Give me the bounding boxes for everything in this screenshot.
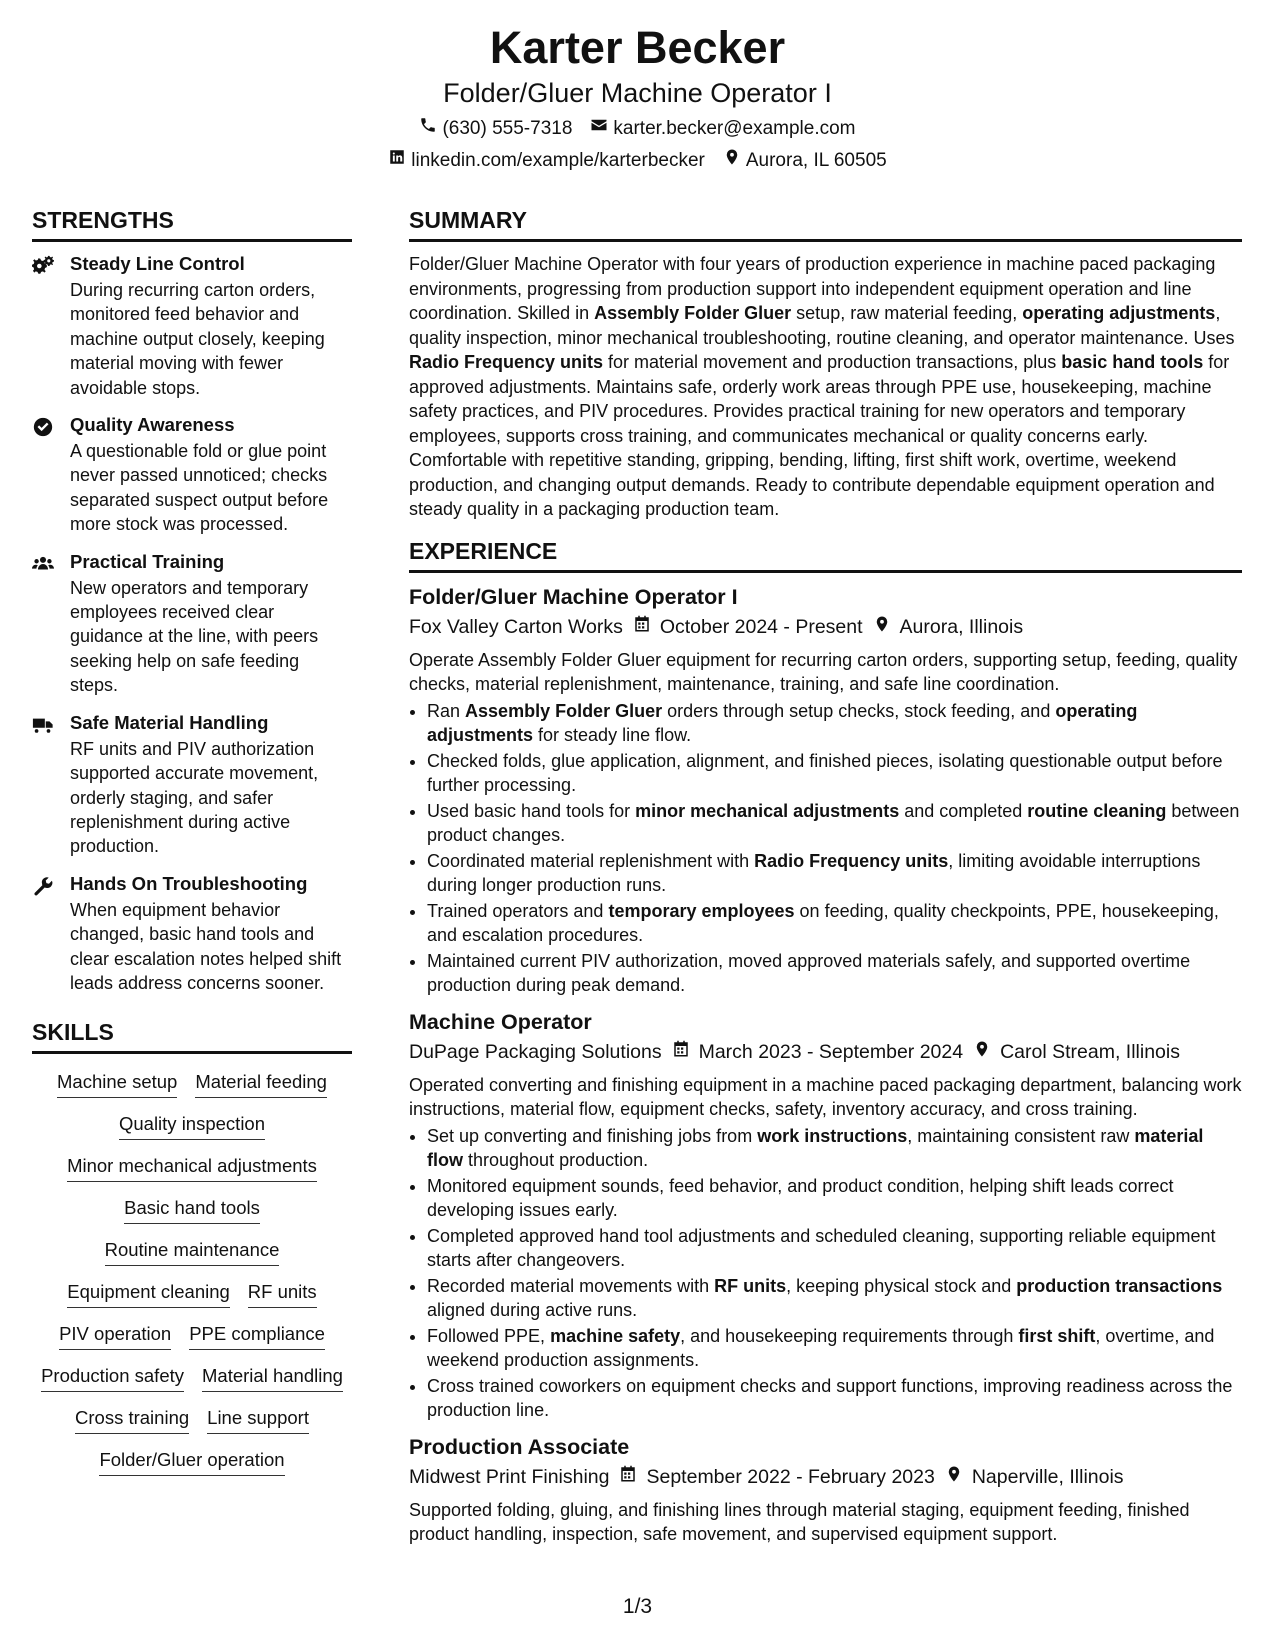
- job-dates-text: March 2023 - September 2024: [698, 1040, 964, 1063]
- company-name: Fox Valley Carton Works: [409, 615, 623, 638]
- phone-text: (630) 555-7318: [442, 118, 573, 139]
- job-entry: [409, 1008, 1242, 1423]
- linkedin-text[interactable]: linkedin.com/example/karterbecker: [411, 150, 705, 171]
- resume-header: [0, 22, 1275, 175]
- right-column: [409, 205, 1242, 1547]
- strength-item: [32, 413, 352, 537]
- calendar-icon: [633, 613, 651, 641]
- contact-row-1: [0, 115, 1275, 143]
- location-text: Aurora, IL 60505: [745, 150, 887, 171]
- job-title: Folder/Gluer Machine Operator I: [409, 584, 738, 609]
- map-pin-icon: [723, 147, 741, 175]
- phone-icon: [419, 115, 437, 143]
- strength-item: [32, 550, 352, 698]
- skill-tag: PIV operation: [59, 1322, 171, 1350]
- summary-text: Folder/Gluer Machine Operator with four years of production experience in machine paced packaging environments, progressing from production support into independent equipment operation and line coordination. Skilled in Assembly Folder Gluer setup, raw material feeding, operating adjustments, quality inspection, minor mechanical troubleshooting, routine cleaning, and operator maintenance. Uses Radio Frequency units for material movement and production transactions, plus basic hand tools for approved adjustments. Maintains safe, orderly work areas through PPE use, housekeeping, machine safety practices, and PIV procedures. Provides practical training for new operators and temporary employees, supports cross training, and communicates mechanical or quality concerns early. Comfortable with repetitive standing, gripping, bending, lifting, first shift work, overtime, weekend production, and changing output demands. Ready to contribute dependable equipment operation and steady quality in a packaging production team.: [409, 254, 1235, 519]
- job-description: Supported folding, gluing, and finishing lines through material staging, equipment feeding, finished product handling, inspection, safe movement, and supervised equipment support.: [409, 1499, 1190, 1544]
- email-text[interactable]: karter.becker@example.com: [613, 118, 856, 139]
- gears-icon: [32, 252, 70, 400]
- job-meta: [409, 1038, 1242, 1066]
- job-bullet: • Set up converting and finishing jobs from work instructions, maintaining consistent raw material flow throughout production.: [427, 1124, 1242, 1173]
- skill-tag: RF units: [248, 1280, 317, 1308]
- job-location: [945, 1463, 1124, 1491]
- map-pin-icon: [973, 1038, 991, 1066]
- job-dates-text: October 2024 - Present: [659, 615, 863, 638]
- strength-desc: New operators and temporary employees received clear guidance at the line, with peers seeking help on safe feeding steps.: [70, 577, 319, 696]
- job-bullets: [409, 1124, 1242, 1423]
- skill-tag: Material handling: [202, 1364, 343, 1392]
- job-bullet: • Monitored equipment sounds, feed behavior, and product condition, helping shift leads correct developing issues early.: [427, 1174, 1242, 1223]
- left-column: [32, 205, 352, 1476]
- skill-tag: Quality inspection: [119, 1112, 265, 1140]
- job-dates: [672, 1038, 964, 1066]
- job-title: Machine Operator: [409, 1009, 592, 1034]
- contact-row-2: [0, 147, 1275, 175]
- skill-tag: Equipment cleaning: [67, 1280, 230, 1308]
- linkedin-icon: [388, 147, 406, 175]
- skill-tag: Minor mechanical adjustments: [67, 1154, 317, 1182]
- job-bullet: • Coordinated material replenishment with Radio Frequency units, limiting avoidable interruptions during longer production runs.: [427, 849, 1242, 898]
- job-bullet: • Checked folds, glue application, alignment, and finished pieces, isolating questionable output before further processing.: [427, 749, 1242, 798]
- job-description: Operate Assembly Folder Gluer equipment for recurring carton orders, supporting setup, feeding, quality checks, material replenishment, maintenance, training, and safe line coordination.: [409, 649, 1238, 694]
- skill-tag: PPE compliance: [189, 1322, 325, 1350]
- job-meta: [409, 613, 1242, 641]
- strength-title: Hands On Troubleshooting: [70, 872, 308, 894]
- email-contact[interactable]: [590, 115, 855, 143]
- job-dates: [619, 1463, 934, 1491]
- job-bullet: • Used basic hand tools for minor mechanical adjustments and completed routine cleaning between product changes.: [427, 799, 1242, 848]
- job-title: Production Associate: [409, 1434, 630, 1459]
- skill-tag: Basic hand tools: [124, 1196, 260, 1224]
- job-dates: [633, 613, 863, 641]
- strength-desc: RF units and PIV authorization supported accurate movement, orderly staging, and safer replenishment during active production.: [70, 738, 319, 857]
- company-name: DuPage Packaging Solutions: [409, 1040, 662, 1063]
- strength-title: Safe Material Handling: [70, 711, 269, 733]
- job-bullet: • Completed approved hand tool adjustments and scheduled cleaning, supporting reliable equipment starts after changeovers.: [427, 1224, 1242, 1273]
- strength-title: Quality Awareness: [70, 414, 235, 436]
- skills-list: [32, 1070, 352, 1476]
- strength-desc: A questionable fold or glue point never passed unnoticed; checks separated suspect output before more stock was processed.: [70, 441, 329, 535]
- linkedin-contact[interactable]: [388, 147, 705, 175]
- job-bullets: [409, 699, 1242, 998]
- job-location: [873, 613, 1024, 641]
- job-bullet: • Maintained current PIV authorization, moved approved materials safely, and supported overtime production during peak demand.: [427, 949, 1242, 998]
- job-dates-text: September 2022 - February 2023: [646, 1465, 935, 1488]
- skill-tag: Cross training: [75, 1406, 189, 1434]
- job-meta: [409, 1463, 1242, 1491]
- job-bullet: • Ran Assembly Folder Gluer orders through setup checks, stock feeding, and operating adjustments for steady line flow.: [427, 699, 1242, 748]
- strength-item: [32, 711, 352, 859]
- job-entry: [409, 583, 1242, 998]
- skill-tag: Line support: [207, 1406, 309, 1434]
- truck-icon: [32, 711, 70, 859]
- strength-title: Practical Training: [70, 550, 225, 572]
- calendar-icon: [672, 1038, 690, 1066]
- summary-heading: SUMMARY: [409, 205, 1242, 242]
- strength-desc: During recurring carton orders, monitored feed behavior and machine output closely, keeping material moving with fewer avoidable stops.: [70, 280, 325, 398]
- candidate-name: Karter Becker: [489, 22, 786, 73]
- skills-heading: SKILLS: [32, 1017, 352, 1054]
- strength-item: [32, 252, 352, 400]
- page-number: 1/3: [622, 1595, 653, 1618]
- company-name: Midwest Print Finishing: [409, 1465, 610, 1488]
- job-location-text: Aurora, Illinois: [899, 615, 1024, 638]
- calendar-icon: [619, 1463, 637, 1491]
- job-entry: [409, 1433, 1242, 1547]
- map-pin-icon: [873, 613, 891, 641]
- job-bullet: • Recorded material movements with RF units, keeping physical stock and production transactions aligned during active runs.: [427, 1274, 1242, 1323]
- skill-tag: Machine setup: [57, 1070, 177, 1098]
- job-location-text: Carol Stream, Illinois: [1000, 1040, 1180, 1063]
- strengths-heading: STRENGTHS: [32, 205, 352, 242]
- experience-heading: EXPERIENCE: [409, 536, 1242, 573]
- job-description: Operated converting and finishing equipment in a machine paced packaging department, balancing work instructions, material flow, equipment checks, safety, inventory accuracy, and cross training.: [409, 1074, 1242, 1119]
- skill-tag: Material feeding: [195, 1070, 327, 1098]
- wrench-icon: [32, 872, 70, 996]
- check-circle-icon: [32, 413, 70, 537]
- candidate-title: Folder/Gluer Machine Operator I: [443, 78, 832, 108]
- skill-tag: Production safety: [41, 1364, 184, 1392]
- job-bullet: • Trained operators and temporary employees on feeding, quality checkpoints, PPE, housekeeping, and escalation procedures.: [427, 899, 1242, 948]
- envelope-icon: [590, 115, 608, 143]
- phone-contact: [419, 115, 572, 143]
- users-icon: [32, 550, 70, 698]
- job-bullet: • Cross trained coworkers on equipment checks and support functions, improving readiness across the production line.: [427, 1374, 1242, 1423]
- job-location-text: Naperville, Illinois: [971, 1465, 1124, 1488]
- skill-tag: Folder/Gluer operation: [99, 1448, 284, 1476]
- strength-item: [32, 872, 352, 996]
- skill-tag: Routine maintenance: [105, 1238, 280, 1266]
- location-contact: [723, 147, 887, 175]
- job-bullet: • Followed PPE, machine safety, and housekeeping requirements through first shift, overtime, and weekend production assignments.: [427, 1324, 1242, 1373]
- strength-title: Steady Line Control: [70, 253, 245, 274]
- job-location: [973, 1038, 1180, 1066]
- map-pin-icon: [945, 1463, 963, 1491]
- strength-desc: When equipment behavior changed, basic hand tools and clear escalation notes helped shift leads address concerns sooner.: [70, 899, 342, 993]
